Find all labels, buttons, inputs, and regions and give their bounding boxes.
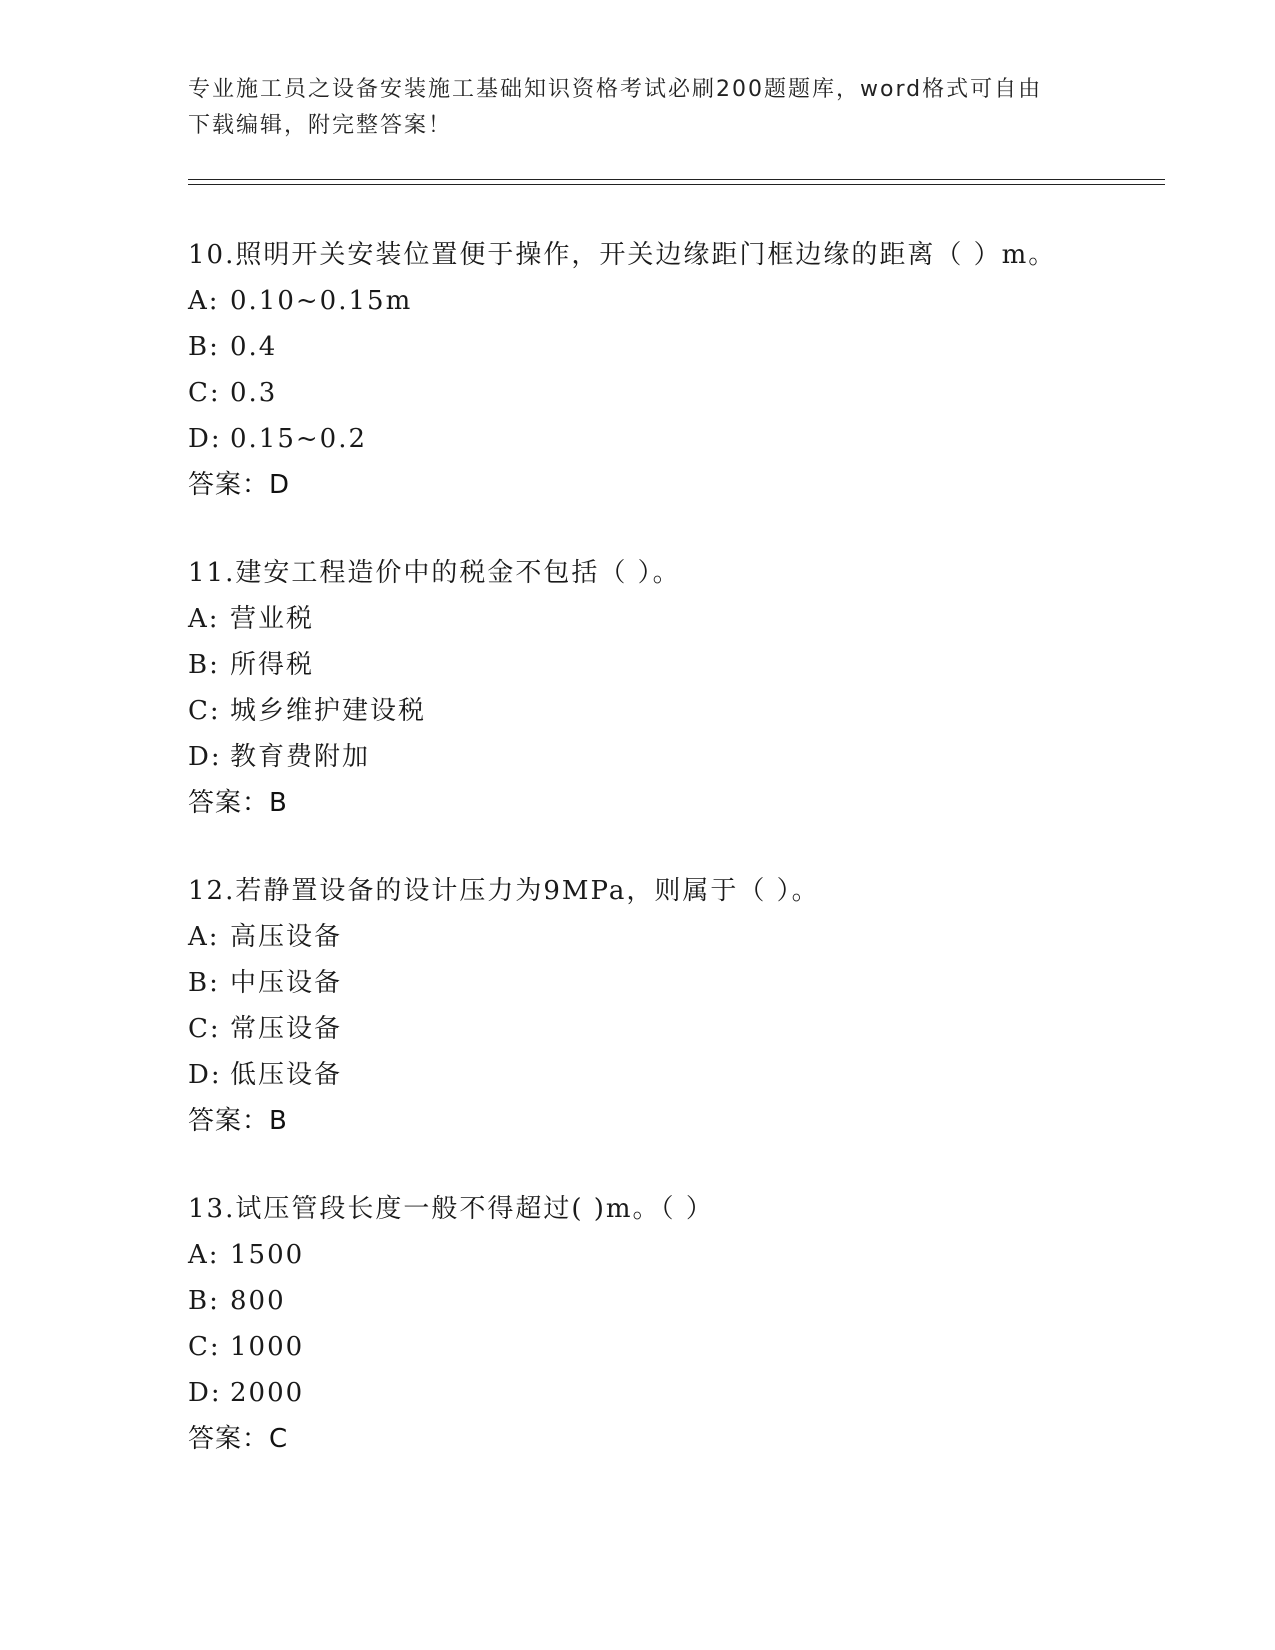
document-header bbox=[188, 72, 1088, 144]
option-text: 0.3 bbox=[230, 378, 278, 408]
option-c bbox=[188, 688, 1188, 734]
answer-line: 答案：D bbox=[188, 470, 291, 500]
option-letter: C: bbox=[188, 696, 221, 726]
option-text: 所得税 bbox=[230, 650, 315, 680]
option-letter: B: bbox=[188, 1286, 220, 1316]
question-13 bbox=[188, 1186, 1188, 1462]
answer-line: 答案：C bbox=[188, 1424, 289, 1454]
option-a bbox=[188, 596, 1188, 642]
option-a bbox=[188, 914, 1188, 960]
option-letter: B: bbox=[188, 650, 220, 680]
option-letter: A: bbox=[188, 604, 220, 634]
option-letter: D: bbox=[188, 424, 222, 454]
option-d bbox=[188, 1370, 1188, 1416]
option-text: 常压设备 bbox=[230, 1014, 343, 1044]
option-text: 营业税 bbox=[230, 604, 315, 634]
option-text: 高压设备 bbox=[230, 922, 343, 952]
option-letter: A: bbox=[188, 922, 220, 952]
option-text: 0.10~0.15m bbox=[230, 286, 413, 316]
option-text: 教育费附加 bbox=[230, 742, 371, 772]
option-text: 城乡维护建设税 bbox=[230, 696, 427, 726]
answer-line: 答案：B bbox=[188, 1106, 288, 1136]
option-text: 2000 bbox=[230, 1378, 305, 1408]
option-text: 800 bbox=[230, 1286, 286, 1316]
header-divider-bottom bbox=[188, 184, 1165, 185]
option-letter: C: bbox=[188, 1332, 221, 1362]
question-stem: 12.若静置设备的设计压力为9MPa，则属于（ ）。 bbox=[188, 876, 820, 906]
question-11 bbox=[188, 550, 1188, 826]
option-text: 低压设备 bbox=[230, 1060, 343, 1090]
option-letter: B: bbox=[188, 332, 220, 362]
question-10 bbox=[188, 232, 1188, 508]
option-text: 中压设备 bbox=[230, 968, 343, 998]
answer-line: 答案：B bbox=[188, 788, 288, 818]
option-c bbox=[188, 1006, 1188, 1052]
option-letter: D: bbox=[188, 1060, 222, 1090]
option-text: 0.4 bbox=[230, 332, 278, 362]
option-letter: A: bbox=[188, 1240, 220, 1270]
option-d bbox=[188, 734, 1188, 780]
option-d bbox=[188, 416, 1188, 462]
option-text: 0.15~0.2 bbox=[230, 424, 368, 454]
option-letter: C: bbox=[188, 1014, 221, 1044]
option-b bbox=[188, 1278, 1188, 1324]
header-line-1: 专业施工员之设备安装施工基础知识资格考试必刷200题题库，word格式可自由 bbox=[188, 77, 1043, 102]
option-letter: D: bbox=[188, 1378, 222, 1408]
option-a bbox=[188, 1232, 1188, 1278]
question-12 bbox=[188, 868, 1188, 1144]
option-c bbox=[188, 370, 1188, 416]
option-a bbox=[188, 278, 1188, 324]
option-b bbox=[188, 642, 1188, 688]
option-b bbox=[188, 960, 1188, 1006]
question-stem: 13.试压管段长度一般不得超过( )m。（ ） bbox=[188, 1194, 714, 1224]
header-line-2: 下载编辑，附完整答案！ bbox=[188, 113, 453, 138]
option-letter: C: bbox=[188, 378, 221, 408]
option-letter: D: bbox=[188, 742, 222, 772]
header-divider-top bbox=[188, 179, 1165, 180]
question-stem: 10.照明开关安装位置便于操作，开关边缘距门框边缘的距离（ ）m。 bbox=[188, 240, 1057, 270]
option-d bbox=[188, 1052, 1188, 1098]
option-text: 1000 bbox=[230, 1332, 305, 1362]
option-letter: B: bbox=[188, 968, 220, 998]
question-stem: 11.建安工程造价中的税金不包括（ ）。 bbox=[188, 558, 681, 588]
option-text: 1500 bbox=[230, 1240, 305, 1270]
option-c bbox=[188, 1324, 1188, 1370]
option-letter: A: bbox=[188, 286, 220, 316]
option-b bbox=[188, 324, 1188, 370]
